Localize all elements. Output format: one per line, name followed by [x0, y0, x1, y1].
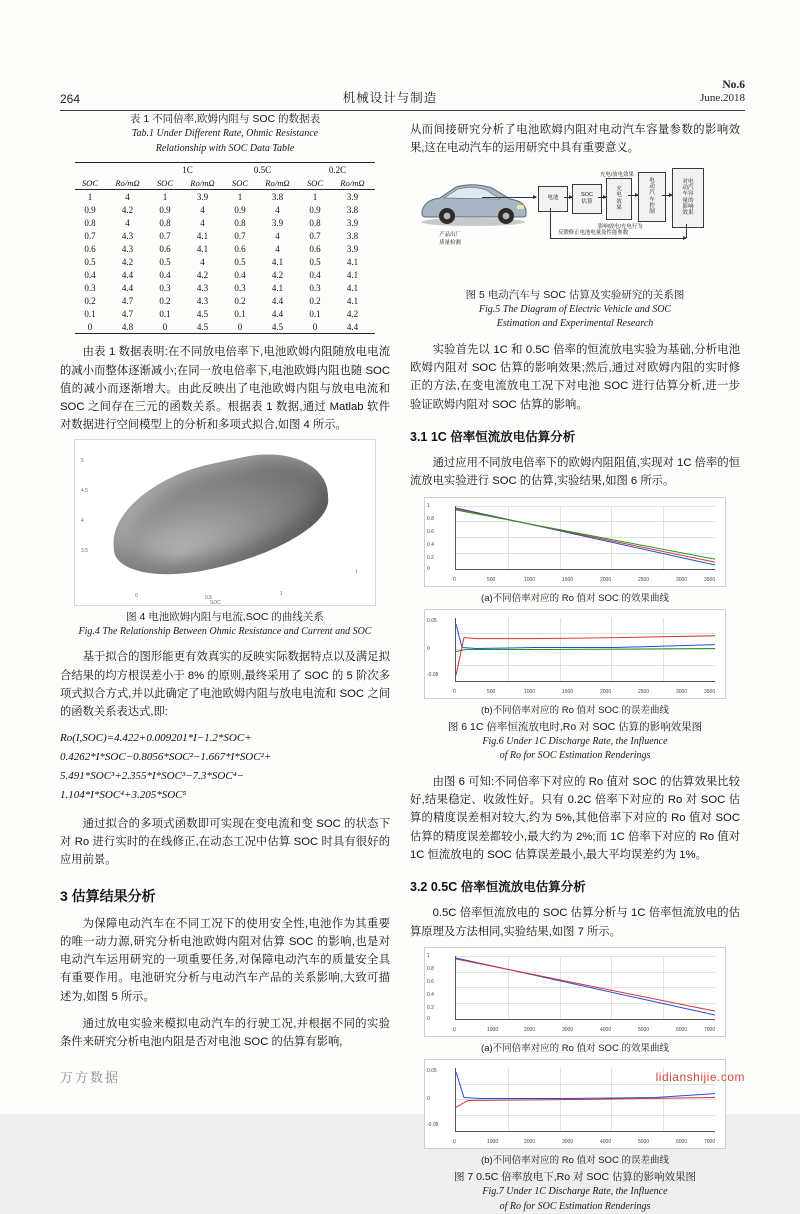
rate-2: 0.2C: [300, 163, 375, 177]
cell: 0.8: [159, 217, 171, 228]
cell: 0.8: [84, 217, 96, 228]
cell: 4.3: [121, 230, 134, 241]
cell: 0.5: [309, 256, 321, 267]
cell: 4.2: [196, 269, 209, 280]
table-rate-header-row: [75, 163, 375, 177]
table-sub-header-row: [75, 176, 375, 190]
page-header: [60, 78, 745, 111]
x-tick: 3000: [676, 576, 688, 583]
cell: 0.9: [234, 204, 246, 215]
x-tick: 2500: [638, 576, 650, 583]
x-tick: 1000: [524, 576, 536, 583]
section-heading-3-2: 3.2 0.5C 倍率恒流放电估算分析: [410, 880, 586, 895]
issue-info: [700, 78, 745, 106]
cell: 0.3: [234, 282, 246, 293]
x-tick: 5000: [638, 1138, 650, 1145]
cell: 0.3: [159, 282, 171, 293]
right-column: [410, 112, 740, 1214]
cell: 4: [275, 204, 280, 215]
fig4-caption-cn: 图 4 电池欧姆内阻与电流,SOC 的曲线关系: [126, 610, 324, 623]
cell: 4.1: [346, 256, 359, 267]
x-tick: 0: [453, 688, 456, 695]
diagram-feedback-line-left: [550, 208, 551, 238]
formula-block: [60, 729, 390, 806]
cell: 0.8: [309, 217, 321, 228]
cell: 0.5: [159, 256, 171, 267]
table-caption-en-2: Relationship with SOC Data Table: [155, 142, 295, 154]
cell: 0.2: [309, 295, 321, 306]
cell: 3.9: [346, 243, 359, 254]
cell: 0.4: [309, 269, 321, 280]
x-tick: 2000: [600, 688, 612, 695]
formula-line-3: 5.491*SOC³+2.355*I*SOC³−7.3*SOC⁴−: [60, 770, 244, 783]
series-lines: [456, 506, 715, 569]
left-column: [60, 112, 390, 1052]
x-tick: 6000: [676, 1138, 688, 1145]
paragraph-left-1: 由表 1 数据表明:在不同放电倍率下,电池欧姆内阻随放电电流的减小而整体逐渐减小;在同一放电倍率下,电池欧姆内阻也随 SOC 值的减小而逐渐增大。由此反映出了电池欧姆内阻与放电电流和 SOC 之间存在三元的函数关系。根据表 1 数据,通过 Matlab 软件对数据进行空间模型上的分析和多项式拟合,如图 4 所示。: [60, 346, 390, 432]
cell: 4.5: [255, 320, 300, 334]
y-tick: 0.6: [427, 978, 434, 985]
diagram-box-vehicle-control: 电 动 汽 车 控 制: [638, 172, 666, 222]
cell: 3.9: [271, 217, 284, 228]
cell: 0: [75, 320, 105, 334]
cell: 0.7: [309, 230, 321, 241]
figure-6b-subcaption: (b)不同倍率对应的 Ro 值对 SOC 的误差曲线: [481, 704, 669, 716]
diagram-box-battery: 电池: [538, 186, 568, 212]
table-row: [75, 190, 375, 204]
cell: 3.9: [346, 217, 359, 228]
diagram-arrow-4: [628, 195, 638, 196]
axis-tick: 0.5: [205, 594, 212, 601]
y-tick: 0.2: [427, 1004, 434, 1011]
y-tick: 0.05: [427, 1067, 437, 1074]
cell: 4.4: [330, 320, 375, 334]
paragraph-right-2: 实验首先以 1C 和 0.5C 倍率的恒流放电实验为基础,分析电池欧姆内阻对 SOC 估算的影响效果;然后,通过对欧姆内阻的实时修正的方法,在变电流放电工况下对电池 SOC 进行估算分析,进一步验证欧姆内阻对 SOC 估算的影响。: [410, 343, 740, 411]
subhead-1: Ro/mΩ: [105, 176, 150, 190]
x-tick: 1500: [562, 688, 574, 695]
x-tick: 6000: [676, 1026, 688, 1033]
diagram-box-capacity-influence: 对电 动汽 车容 量的 影响 效果: [672, 168, 704, 228]
cell: 3.8: [346, 230, 359, 241]
cell: 4.5: [196, 308, 209, 319]
diagram-feedback-arrow: [550, 238, 686, 239]
figure-4-surface-plot: [74, 439, 376, 606]
cell: 3.8: [271, 191, 284, 202]
cell: 4.1: [346, 295, 359, 306]
formula-line-4: 1.104*I*SOC⁴+3.205*SOC⁵: [60, 789, 187, 802]
figure-7-caption: [410, 1170, 740, 1214]
subhead-2: SOC: [150, 176, 180, 190]
y-tick: 0: [427, 1015, 430, 1022]
y-tick: 0.4: [427, 541, 434, 548]
cell: 0.2: [159, 295, 171, 306]
watermark-wanfang: 万方数据: [60, 1070, 121, 1085]
cell: 0.1: [234, 308, 246, 319]
cell: 1: [162, 191, 168, 202]
axis-tick: 4.5: [81, 487, 88, 494]
x-tick: 4000: [600, 1026, 612, 1033]
cell: 0.8: [234, 217, 246, 228]
cell: 0.4: [159, 269, 171, 280]
cell: 3.9: [196, 191, 209, 202]
cell: 4.4: [271, 295, 284, 306]
y-tick: 0.05: [427, 617, 437, 624]
paragraph-left-5: 通过放电实验来模拟电动汽车的行驶工况,并根据不同的实验条件来研究分析电池内阻是否对电池 SOC 的估算有影响,: [60, 1017, 390, 1049]
x-tick: 1000: [487, 1026, 499, 1033]
axis-tick: 0: [135, 592, 138, 599]
table-row: [75, 203, 375, 216]
cell: 4.1: [271, 282, 284, 293]
x-tick: 7000: [704, 1026, 716, 1033]
cell: 0.4: [234, 269, 246, 280]
subhead-3: Ro/mΩ: [180, 176, 225, 190]
ohmic-resistance-table: [75, 162, 375, 334]
plot-area: [455, 956, 715, 1020]
cell: 3.8: [346, 204, 359, 215]
table-row: [75, 242, 375, 255]
cell: 1: [237, 191, 243, 202]
subhead-0: SOC: [75, 176, 105, 190]
y-tick: 0.2: [427, 554, 434, 561]
paragraph-right-4: 由图 6 可知:不同倍率下对应的 Ro 值对 SOC 的估算效果比较好,结果稳定、收敛性好。只有 0.2C 倍率下对应的 Ro 对 SOC 估算的精度误差相对较大,约为 5%,其他倍率下对应的 Ro 值对 SOC 估算的精度误差都较小,最大约为 2%;而 1C 倍率下对应的 Ro 值对 1C 恒流放电的 SOC 估算误差最小,最大平均误差约为 1%。: [410, 775, 740, 861]
cell: 0.3: [309, 282, 321, 293]
figure-7b-subcaption: (b)不同倍率对应的 Ro 值对 SOC 的误差曲线: [481, 1154, 669, 1166]
cell: 1: [87, 191, 93, 202]
cell: 4.3: [196, 295, 209, 306]
x-tick: 2000: [524, 1026, 536, 1033]
cell: 0.7: [84, 230, 96, 241]
cell: 4.1: [346, 269, 359, 280]
x-tick: 2000: [524, 1138, 536, 1145]
y-tick: -0.05: [427, 1121, 439, 1128]
diagram-arrow-5: [662, 195, 672, 196]
table-row: [75, 320, 375, 334]
y-tick: 1: [427, 502, 430, 509]
figure-7a-chart: [424, 947, 726, 1037]
cell: 4: [125, 191, 130, 202]
diagram-label-charge-discharge: 充电/放电效果: [600, 171, 634, 178]
x-tick: 1500: [562, 576, 574, 583]
cell: 0.9: [309, 204, 321, 215]
cell: 4: [275, 243, 280, 254]
diagram-box-charge-effect: 充 电 效 果: [606, 178, 632, 220]
cell: 0: [300, 320, 330, 334]
figure-6-caption: [410, 720, 740, 764]
cell: 4.4: [121, 282, 134, 293]
table-row: [75, 216, 375, 229]
section-heading-3-1: 3.1 1C 倍率恒流放电估算分析: [410, 430, 576, 444]
cell: 0.6: [159, 243, 171, 254]
cell: 0.9: [159, 204, 171, 215]
subhead-6: SOC: [300, 176, 330, 190]
figure-5-caption: [410, 288, 740, 332]
diagram-arrow-2: [564, 197, 572, 198]
cell: 4.4: [271, 308, 284, 319]
fig7-caption-en-1: Fig.7 Under 1C Discharge Rate, the Influence: [482, 1186, 668, 1198]
x-tick: 2500: [638, 688, 650, 695]
paragraph-left-4: 为保障电动汽车在不同工况下的使用安全性,电池作为其重要的唯一动力源,研究分析电池欧姆内阻对估算 SOC 的影响,也是对电动汽车运用研究的一项重要任务,对保障电动汽车的质量安全具有重要作用。电池研究分析与电动汽车产品的关系影响,大致可描述为,如图 5 所示。: [60, 917, 390, 1003]
table-caption-cn: 表 1 不同倍率,欧姆内阻与 SOC 的数据表: [129, 113, 321, 125]
diagram-label-influence-behavior: 影响放电/充电行为: [598, 223, 643, 230]
x-tick: 4000: [600, 1138, 612, 1145]
x-tick: 3000: [562, 1026, 574, 1033]
diagram-arrow-1: [482, 197, 536, 198]
plot-area: [455, 506, 715, 570]
y-tick: 0.4: [427, 991, 434, 998]
x-tick: 500: [487, 688, 496, 695]
paragraph-right-1: 从而间接研究分析了电池欧姆内阻对电动汽车容量参数的影响效果,这在电动汽车的运用研究中具有重要意义。: [410, 124, 740, 155]
fig5-caption-en-1: Fig.5 The Diagram of Electric Vehicle and SOC: [478, 303, 672, 315]
table-row: [75, 307, 375, 320]
cell: 0.3: [84, 282, 96, 293]
cell: 4.2: [271, 269, 284, 280]
cell: 0.5: [234, 256, 246, 267]
figure-6a-chart: [424, 497, 726, 587]
table-row: [75, 268, 375, 281]
electric-car-illustration: [414, 176, 532, 228]
figure-6b-chart: [424, 609, 726, 699]
source-brand: lidianshijie.com: [655, 1070, 745, 1084]
axis-label: SOC: [210, 599, 221, 606]
cell: 0.7: [159, 230, 171, 241]
x-tick: 3500: [704, 688, 716, 695]
figure-7a-subcaption: (a)不同倍率对应的 Ro 值对 SOC 的效果曲线: [481, 1042, 669, 1054]
table-row: [75, 294, 375, 307]
cell: 4.4: [121, 269, 134, 280]
y-tick: 0: [427, 1095, 430, 1102]
axis-tick: 3.5: [81, 547, 88, 554]
subhead-4: SOC: [225, 176, 255, 190]
y-tick: -0.05: [427, 671, 439, 678]
cell: 0: [150, 320, 180, 334]
table-caption: [60, 112, 390, 156]
rate-0: 1C: [150, 163, 225, 177]
diagram-arrow-3: [598, 197, 606, 198]
formula-line-2: 0.4262*I*SOC−0.8056*SOC²−1.667*I*SOC²+: [60, 750, 272, 763]
x-tick: 5000: [638, 1026, 650, 1033]
cell: 4: [200, 256, 205, 267]
x-tick: 0: [453, 1026, 456, 1033]
y-tick: 0.6: [427, 528, 434, 535]
table-caption-en-1: Tab.1 Under Different Rate, Ohmic Resistance: [131, 128, 319, 140]
issue-number: No.6: [722, 79, 745, 91]
axis-tick: 5: [81, 457, 84, 464]
cell: 1: [312, 191, 318, 202]
table-row: [75, 255, 375, 268]
page-number: 264: [60, 92, 81, 107]
formula-line-1: Ro(I,SOC)=4.422+0.009201*I−1.2*SOC+: [60, 731, 252, 744]
paragraph-left-3: 通过拟合的多项式函数即可实现在变电流和变 SOC 的状态下对 Ro 进行实时的在线修正,在动态工况中估算 SOC 时具有很好的应用前景。: [60, 817, 390, 867]
fig4-caption-en: Fig.4 The Relationship Between Ohmic Resistance and Current and SOC: [78, 625, 372, 637]
diagram-label-feedback: 反馈修正电池电量及性能参数: [558, 229, 629, 236]
cell: 3.9: [346, 191, 359, 202]
y-tick: 0.8: [427, 515, 434, 522]
subhead-5: Ro/mΩ: [255, 176, 300, 190]
diagram-label-quality-check: 产品出厂 质量检测: [439, 231, 461, 246]
series-lines: [456, 956, 715, 1019]
plot-area: [455, 618, 715, 682]
x-tick: 1000: [524, 688, 536, 695]
fig5-caption-cn: 图 5 电动汽车与 SOC 估算及实验研究的关系图: [465, 288, 685, 301]
section-heading-3: 3 估算结果分析: [60, 887, 156, 904]
x-tick: 0: [453, 576, 456, 583]
cell: 0.1: [159, 308, 171, 319]
cell: 0.9: [84, 204, 96, 215]
cell: 0: [225, 320, 255, 334]
axis-tick: I: [355, 568, 357, 575]
series-lines: [456, 618, 715, 681]
axis-tick: 4: [81, 517, 84, 524]
figure-5-diagram: [410, 164, 740, 284]
x-tick: 0: [453, 1138, 456, 1145]
diagram-box-soc-estimation: SOC 估算: [572, 184, 602, 214]
fig7-caption-cn: 图 7 0.5C 倍率放电下,Ro 对 SOC 估算的影响效果图: [453, 1170, 697, 1183]
cell: 0.4: [84, 269, 96, 280]
x-tick: 7000: [704, 1138, 716, 1145]
fig6-caption-en-2: of Ro for SOC Estimation Renderings: [499, 750, 651, 762]
journal-title: 机械设计与制造: [342, 91, 438, 106]
cell: 4.3: [121, 243, 134, 254]
cell: 4.7: [121, 295, 134, 306]
cell: 4.2: [346, 308, 359, 319]
fig7-caption-en-2: of Ro for SOC Estimation Renderings: [499, 1200, 651, 1212]
fig6-caption-en-1: Fig.6 Under 1C Discharge Rate, the Influence: [482, 735, 668, 747]
y-tick: 0: [427, 565, 430, 572]
y-tick: 1: [427, 952, 430, 959]
cell: 4.5: [180, 320, 225, 334]
surface-mesh: [110, 440, 330, 589]
cell: 4.1: [346, 282, 359, 293]
axis-tick: 1: [280, 590, 283, 597]
figure-6a-subcaption: (a)不同倍率对应的 Ro 值对 SOC 的效果曲线: [481, 592, 669, 604]
paragraph-left-2: 基于拟合的图形能更有效真实的反映实际数据特点以及满足拟合结果的均方根误差小于 8% 的原则,最终采用了 SOC 的 5 阶次多项式拟合方式,并以此确定了电池欧姆内阻与放电电流和 SOC 之间的函数关系表达式,即:: [60, 651, 390, 719]
x-tick: 500: [487, 576, 496, 583]
paragraph-right-5: 0.5C 倍率恒流放电的 SOC 估算分析与 1C 倍率恒流放电的估算原理及方法相同,实验结果,如图 7 所示。: [410, 907, 740, 938]
cell: 4.3: [196, 282, 209, 293]
x-tick: 1000: [487, 1138, 499, 1145]
fig6-caption-cn: 图 6 1C 倍率恒流放电时,Ro 对 SOC 估算的影响效果图: [447, 720, 703, 733]
cell: 4.1: [196, 230, 209, 241]
x-tick: 3000: [676, 688, 688, 695]
y-tick: 0: [427, 645, 430, 652]
issue-date: June.2018: [700, 92, 745, 105]
table-row: [75, 229, 375, 242]
cell: 0.6: [309, 243, 321, 254]
cell: 4.2: [121, 256, 134, 267]
cell: 0.2: [234, 295, 246, 306]
table-row: [75, 281, 375, 294]
x-tick: 3500: [704, 576, 716, 583]
cell: 4: [125, 217, 130, 228]
cell: 4.7: [121, 308, 134, 319]
y-tick: 0.8: [427, 965, 434, 972]
cell: 0.1: [309, 308, 321, 319]
cell: 4.1: [196, 243, 209, 254]
rate-1: 0.5C: [225, 163, 300, 177]
cell: 0.2: [84, 295, 96, 306]
x-tick: 3000: [562, 1138, 574, 1145]
cell: 4.1: [271, 256, 284, 267]
x-tick: 2000: [600, 576, 612, 583]
cell: 0.6: [234, 243, 246, 254]
cell: 0.5: [84, 256, 96, 267]
cell: 4: [275, 230, 280, 241]
cell: 0.6: [84, 243, 96, 254]
cell: 4: [200, 217, 205, 228]
cell: 4.8: [105, 320, 150, 334]
subhead-7: Ro/mΩ: [330, 176, 375, 190]
cell: 4.2: [121, 204, 134, 215]
cell: 0.1: [84, 308, 96, 319]
fig5-caption-en-2: Estimation and Experimental Research: [496, 318, 654, 330]
cell: 4: [200, 204, 205, 215]
cell: 0.7: [234, 230, 246, 241]
figure-4-caption: [60, 610, 390, 640]
paragraph-right-3: 通过应用不同放电倍率下的欧姆内阻阻值,实现对 1C 倍率的恒流放电实验进行 SOC 的估算,实验结果,如图 6 所示。: [410, 457, 740, 488]
